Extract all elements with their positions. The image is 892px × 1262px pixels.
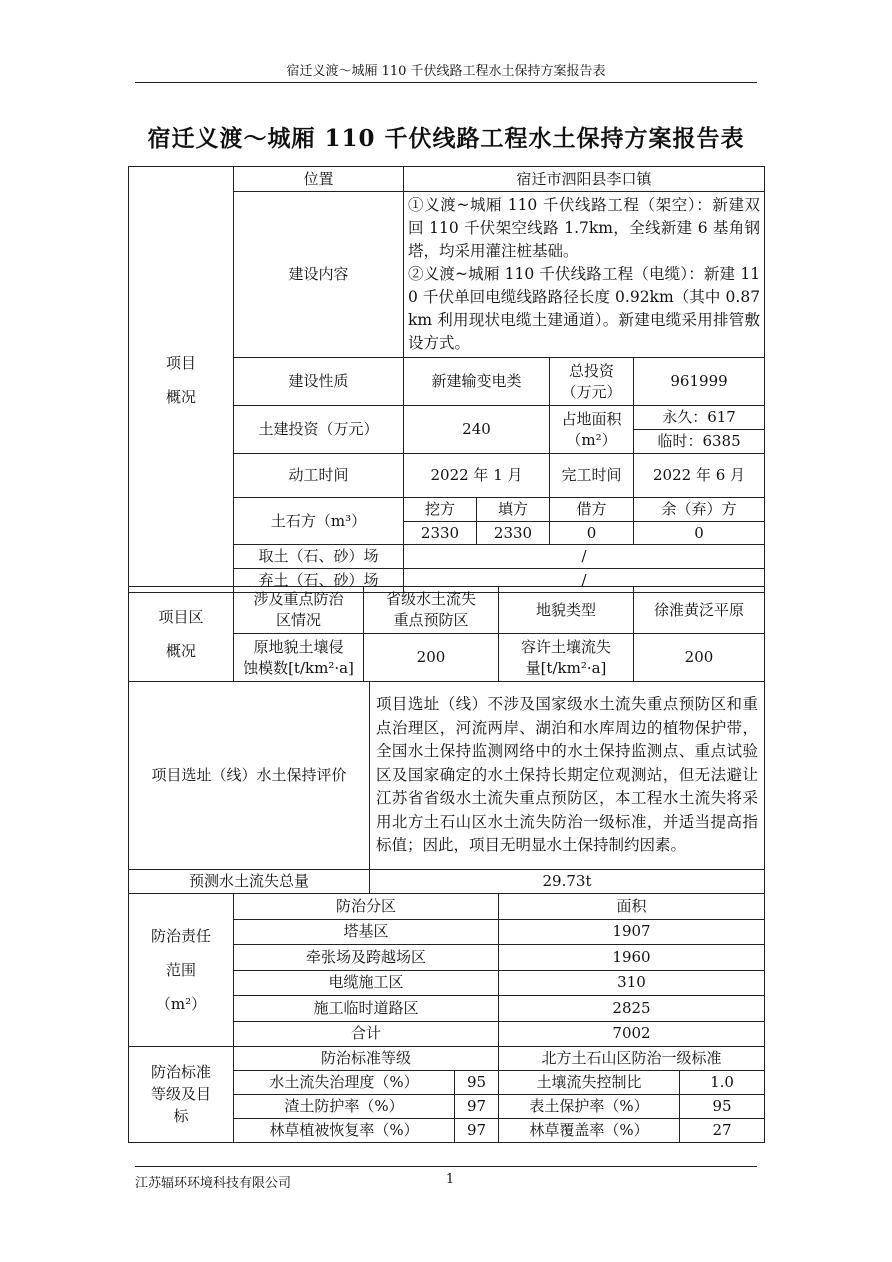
zone-name: 施工临时道路区 bbox=[234, 996, 499, 1022]
start-time-value: 2022 年 1 月 bbox=[404, 454, 550, 498]
grade-value: 北方土石山区防治一级标准 bbox=[499, 1047, 765, 1071]
target-name: 林草植被恢复率（%） bbox=[234, 1118, 455, 1142]
zone-area: 1960 bbox=[499, 945, 765, 971]
borrow-value: 0 bbox=[550, 522, 634, 545]
allowable-loss-value: 200 bbox=[634, 634, 765, 682]
area-column-header: 面积 bbox=[499, 894, 765, 920]
target-value: 97 bbox=[455, 1094, 499, 1118]
land-area-temporary: 临时：6385 bbox=[634, 430, 765, 454]
target-value: 95 bbox=[455, 1070, 499, 1094]
spoil-value: 0 bbox=[634, 522, 765, 545]
end-time-value: 2022 年 6 月 bbox=[634, 454, 765, 498]
predicted-loss-value: 29.73t bbox=[370, 870, 765, 894]
construction-content-label: 建设内容 bbox=[234, 192, 404, 358]
zone-name: 牵张场及跨越场区 bbox=[234, 945, 499, 971]
project-region-table bbox=[128, 586, 765, 682]
total-investment-value: 961999 bbox=[634, 358, 765, 406]
grade-label: 防治标准等级 bbox=[234, 1047, 499, 1071]
standard-table bbox=[128, 1046, 765, 1143]
company-name: 江苏辐环环境科技有限公司 bbox=[135, 1176, 292, 1191]
location-value: 宿迁市泗阳县李口镇 bbox=[404, 167, 765, 192]
target-value: 97 bbox=[455, 1118, 499, 1142]
zone-column-header: 防治分区 bbox=[234, 894, 499, 920]
borrow-label: 借方 bbox=[550, 498, 634, 522]
zone-name: 合计 bbox=[234, 1021, 499, 1047]
spoil-label: 余（弃）方 bbox=[634, 498, 765, 522]
target-value: 95 bbox=[680, 1094, 765, 1118]
fill-label: 填方 bbox=[477, 498, 550, 522]
target-name: 水土流失治理度（%） bbox=[234, 1070, 455, 1094]
construction-nature-label: 建设性质 bbox=[234, 358, 404, 406]
fill-value: 2330 bbox=[477, 522, 550, 545]
responsibility-table bbox=[128, 893, 765, 1047]
header-rule bbox=[135, 82, 757, 83]
site-evaluation-label: 项目选址（线）水土保持评价 bbox=[129, 682, 370, 870]
zone-name: 塔基区 bbox=[234, 919, 499, 945]
target-value: 1.0 bbox=[680, 1070, 765, 1094]
end-time-label: 完工时间 bbox=[550, 454, 634, 498]
target-value: 27 bbox=[680, 1118, 765, 1142]
project-overview-table bbox=[128, 166, 765, 593]
spoil-site-value: / bbox=[404, 569, 765, 593]
region-label: 项目区 概况 bbox=[129, 587, 234, 682]
land-area-permanent: 永久：617 bbox=[634, 406, 765, 430]
borrow-site-label: 取土（石、砂）场 bbox=[234, 545, 404, 569]
excavation-label: 挖方 bbox=[404, 498, 477, 522]
zone-name: 电缆施工区 bbox=[234, 970, 499, 996]
zone-area: 2825 bbox=[499, 996, 765, 1022]
evaluation-table bbox=[128, 681, 765, 894]
key-area-value: 省级水土流失 重点预防区 bbox=[364, 587, 499, 634]
footer-rule bbox=[135, 1166, 757, 1167]
land-area-label: 占地面积 （m²） bbox=[550, 406, 634, 454]
earthwork-label: 土石方（m³） bbox=[234, 498, 404, 545]
zone-area: 1907 bbox=[499, 919, 765, 945]
zone-area: 310 bbox=[499, 970, 765, 996]
document-title: 宿迁义渡～城厢 110 千伏线路工程水土保持方案报告表 bbox=[147, 125, 745, 152]
overview-label: 项目 概况 bbox=[129, 167, 234, 593]
zone-area: 7002 bbox=[499, 1021, 765, 1047]
erosion-modulus-label: 原地貌土壤侵 蚀模数[t/km²·a] bbox=[234, 634, 364, 682]
standard-label: 防治标准 等级及目 标 bbox=[129, 1047, 234, 1143]
civil-investment-value: 240 bbox=[404, 406, 550, 454]
civil-investment-label: 土建投资（万元） bbox=[234, 406, 404, 454]
running-header: 宿迁义渡～城厢 110 千伏线路工程水土保持方案报告表 bbox=[286, 64, 606, 79]
landform-value: 徐淮黄泛平原 bbox=[634, 587, 765, 634]
landform-label: 地貌类型 bbox=[499, 587, 634, 634]
excavation-value: 2330 bbox=[404, 522, 477, 545]
page-number: 1 bbox=[445, 1172, 455, 1187]
target-name: 表土保护率（%） bbox=[499, 1094, 680, 1118]
allowable-loss-label: 容许土壤流失 量[t/km²·a] bbox=[499, 634, 634, 682]
spoil-site-label: 弃土（石、砂）场 bbox=[234, 569, 404, 593]
total-investment-label: 总投资 （万元） bbox=[550, 358, 634, 406]
site-evaluation-text: 项目选址（线）不涉及国家级水土流失重点预防区和重点治理区，河流两岸、湖泊和水库周边的植物保护带，全国水土保持监测网络中的水土保持监测点、重点试验区及国家确定的水土保持长期定位观测站，但无法避让江苏省省级水土流失重点预防区，本工程水土流失将采用北方土石山区水土流失防治一级标准，并适当提高指标值；因此，项目无明显水土保持制约因素。 bbox=[370, 682, 765, 870]
location-label: 位置 bbox=[234, 167, 404, 192]
responsibility-label: 防治责任 范围 （m²） bbox=[129, 894, 234, 1047]
construction-content-text: ①义渡~城厢 110 千伏线路工程（架空）：新建双回 110 千伏架空线路 1.7km，全线新建 6 基角钢塔，均采用灌注桩基础。 ②义渡~城厢 110 千伏线路工程（电缆）：新建 110 千伏单回电缆线路路径长度 0.92km（其中 0.87km 利用现状电缆土建通道）。新建电缆采用排管敷设方式。 bbox=[404, 192, 765, 358]
target-name: 渣土防护率（%） bbox=[234, 1094, 455, 1118]
target-name: 土壤流失控制比 bbox=[499, 1070, 680, 1094]
predicted-loss-label: 预测水土流失总量 bbox=[129, 870, 370, 894]
target-name: 林草覆盖率（%） bbox=[499, 1118, 680, 1142]
key-area-label: 涉及重点防治 区情况 bbox=[234, 587, 364, 634]
construction-nature-value: 新建输变电类 bbox=[404, 358, 550, 406]
erosion-modulus-value: 200 bbox=[364, 634, 499, 682]
start-time-label: 动工时间 bbox=[234, 454, 404, 498]
borrow-site-value: / bbox=[404, 545, 765, 569]
